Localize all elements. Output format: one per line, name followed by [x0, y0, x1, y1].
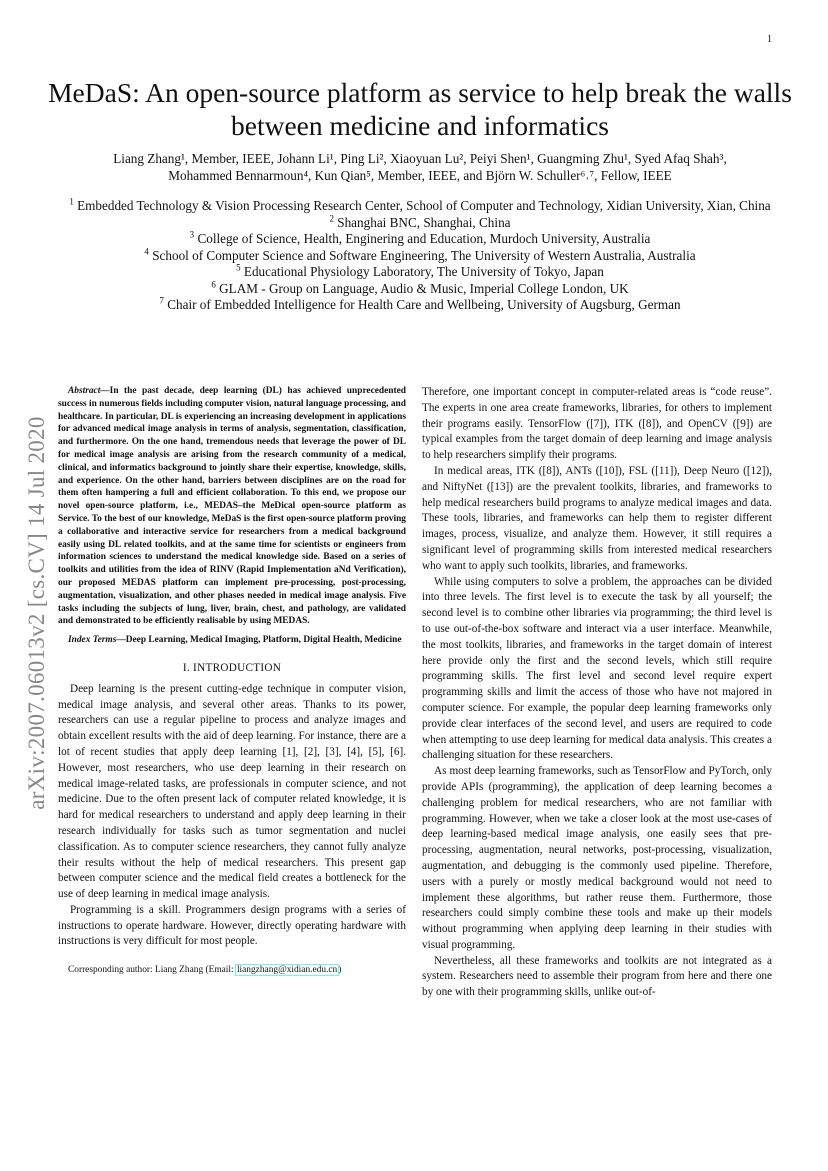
affiliation-5: [40, 264, 800, 281]
right-column: [422, 385, 772, 1001]
intro-paragraph-1: Deep learning is the present cutting-edge technique in computer vision, medical image analysis, and several other areas. Thanks to its power, researchers can use a regular pipeline to process and analyze images and obtain excellent results with the aid of deep learning. For instance, there are a lot of recent studies that apply deep learning [1], [2], [3], [4], [5], [6]. However, most researchers, who use deep learning in their research on medical image-related tasks, are professionals in computer science, and not medicine. Due to the often present lack of computer related knowledge, it is hard for medical researchers to understand and apply deep learning in their research individually for tasks such as tumor segmentation and nuclei classification. As to computer science researchers, they cannot fully analyze their results without the help of medical researchers. This present gap between computer science and the medical field creates a bottleneck for the use of deep learning in medical image analysis.: [58, 682, 406, 901]
affiliation-number: 5: [236, 262, 241, 273]
affiliation-number: 6: [211, 279, 216, 290]
authors-line-2: Mohammed Bennarmoun⁴, Kun Qian⁵, Member, IEEE, and Björn W. Schuller⁶˒⁷, Fellow, IEEE: [168, 168, 672, 183]
author-list: [40, 150, 800, 184]
index-terms-text: —Deep Learning, Medical Imaging, Platform, Digital Health, Medicine: [116, 635, 402, 646]
arxiv-stamp: [22, 378, 52, 848]
affiliation-text: School of Computer Science and Software Engineering, The University of Western Australia, Australia: [152, 247, 696, 263]
affiliation-text: GLAM - Group on Language, Audio & Music, Imperial College London, UK: [219, 280, 629, 296]
affiliation-number: 3: [189, 229, 195, 240]
affiliation-number: 7: [159, 295, 164, 306]
body-paragraph-4: As most deep learning frameworks, such as TensorFlow and PyTorch, only provide APIs (programming), the application of deep learning becomes a challenging problem for medical researchers, who are not familiar with programming. However, when we take a closer look at the most use-cases of deep learning-based medical image analysis, one easily sees that pre-processing, augmentation, neural networks, post-processing, visualization, augmentation, and debugging is the commonly used pipeline. Therefore, users with a purely or mostly medical background would not need to implement these algorithms, but rather reuse them. Furthermore, those researchers could simply combine these tools and make up their models without programming when applying deep learning in their studies with visual programming.: [422, 765, 772, 951]
left-column: [58, 385, 406, 976]
body-paragraph-1: Therefore, one important concept in computer-related areas is “code reuse”. The experts in one area create frameworks, libraries, for others to implement their programs easily. TensorFlow ([7]), ITK ([8]), and OpenCV ([9]) are typical examples from the target domain of deep learning and image analysis to help researchers simplify their programs.: [422, 386, 772, 462]
index-terms-label: Index Terms: [68, 635, 117, 646]
body-paragraph-3: While using computers to solve a problem, the approaches can be divided into three levels. The first level is to execute the task by all yourself; the second level is to combine other libraries via programming; the third level is to use out-of-the-box software and interact via a user interface. Meanwhile, the most toolkits, libraries, and frameworks in the target domain of interest here provide only the first and the second levels, which still require programming skills. The first level and second level require expert programming skills and limit the access of those who have not majored in computer science. For example, the popular deep learning frameworks only provide clear interfaces of the second level, and users are required to code when attempting to use deep learning for medical data analysis. This creates a challenging situation for these researchers.: [422, 575, 772, 762]
corresponding-author-note: [58, 964, 406, 976]
affiliation-number: 1: [69, 196, 74, 207]
affiliation-4: [40, 248, 800, 265]
abstract-label: Abstract: [68, 386, 101, 396]
body-paragraph-5: Nevertheless, all these frameworks and toolkits are not integrated as a system. Researchers need to assemble their program from here and there one by one with their programming skills, unlike out-of-: [422, 954, 772, 999]
page-number: 1: [767, 34, 772, 45]
corresponding-author-close: ): [338, 965, 342, 976]
affiliation-number: 2: [329, 213, 334, 224]
affiliation-text: Embedded Technology & Vision Processing Research Center, School of Computer and Technology, Xidian University, Xian, China: [77, 198, 771, 213]
affiliation-6: [40, 281, 800, 298]
affiliation-text: College of Science, Health, Enginering and Education, Murdoch University, Australia: [197, 231, 651, 246]
abstract-text: —In the past decade, deep learning (DL) has achieved unprecedented success in numerous fields including computer vision, natural language processing, and healthcare. In particular, DL is experiencing an increasing development in applications for advanced medical image analysis in terms of analysis, segmentation, classification, and furthermore. On the one hand, tremendous needs that leverage the power of DL for medical image analysis are arising from the research community of a medical, clinical, and informatics background to jointly share their expertise, knowledge, skills, and experience. On the other hand, barriers between disciplines are on the road for them often hampering a full and efficient collaboration. To this end, we propose our novel open-source platform, i.e., MEDAS–the MeDical open-source platform as Service. To the best of our knowledge, MeDaS is the first open-source platform proving a collaborative and interactive service for researchers from a medical background easily using DL related toolkits, and at the same time for scientists or engineers from information sciences to understand the medical knowledge side. Based on a series of toolkits and utilities from the idea of RINV (Rapid Implementation aNd Verification), our proposed MEDAS platform can implement pre-processing, post-processing, augmentation, visualization, and other phases needed in medical image analysis. Five tasks including the subjects of lung, liver, brain, chest, and pathology, are validated and demonstrated to be efficiently realisable by using MEDAS.: [58, 386, 406, 627]
affiliation-2: [40, 215, 800, 232]
affiliation-text: Educational Physiology Laboratory, The University of Tokyo, Japan: [243, 264, 604, 279]
affiliations: [40, 198, 800, 314]
abstract: [58, 385, 406, 628]
affiliation-number: 4: [144, 246, 149, 257]
index-terms: [58, 634, 406, 647]
arxiv-stamp-text: arXiv:2007.06013v2 [cs.CV] 14 Jul 2020: [24, 416, 49, 810]
corresponding-author-email-link[interactable]: liangzhang@xidian.edu.cn: [236, 965, 338, 976]
section-heading: I. INTRODUCTION: [182, 661, 282, 674]
affiliation-text: Shanghai BNC, Shanghai, China: [337, 214, 511, 230]
body-paragraph-2: In medical areas, ITK ([8]), ANTs ([10]), FSL ([11]), Deep Neuro ([12]), and NiftyNet ([13]) are the prevalent toolkits, libraries, and frameworks to help medical researchers build programs to analyze medical images and data. These tools, libraries, and frameworks can help them to register different images, process, visualize, and analyze them. However, it still requires a significant level of programming skills from interested medical researchers who want to apply such toolkits, libraries, and frameworks.: [422, 464, 772, 572]
affiliation-3: [40, 231, 800, 248]
corresponding-author-label: Corresponding author: Liang Zhang (Email:: [68, 965, 236, 976]
affiliation-1: [40, 198, 800, 215]
paper-title: MeDaS: An open-source platform as service to help break the walls between medicine and informatics: [48, 77, 792, 141]
intro-paragraph-2: Programming is a skill. Programmers design programs with a series of instructions to operate hardware. However, directly operating hardware with instructions is very difficult for most people.: [58, 903, 406, 948]
affiliation-7: [40, 297, 800, 314]
affiliation-text: Chair of Embedded Intelligence for Health Care and Wellbeing, University of Augsburg, German: [167, 297, 681, 312]
authors-line-1: Liang Zhang¹, Member, IEEE, Johann Li¹, Ping Li², Xiaoyuan Lu², Peiyi Shen¹, Guangming Zhu¹, Syed Afaq Shah³,: [113, 151, 727, 166]
